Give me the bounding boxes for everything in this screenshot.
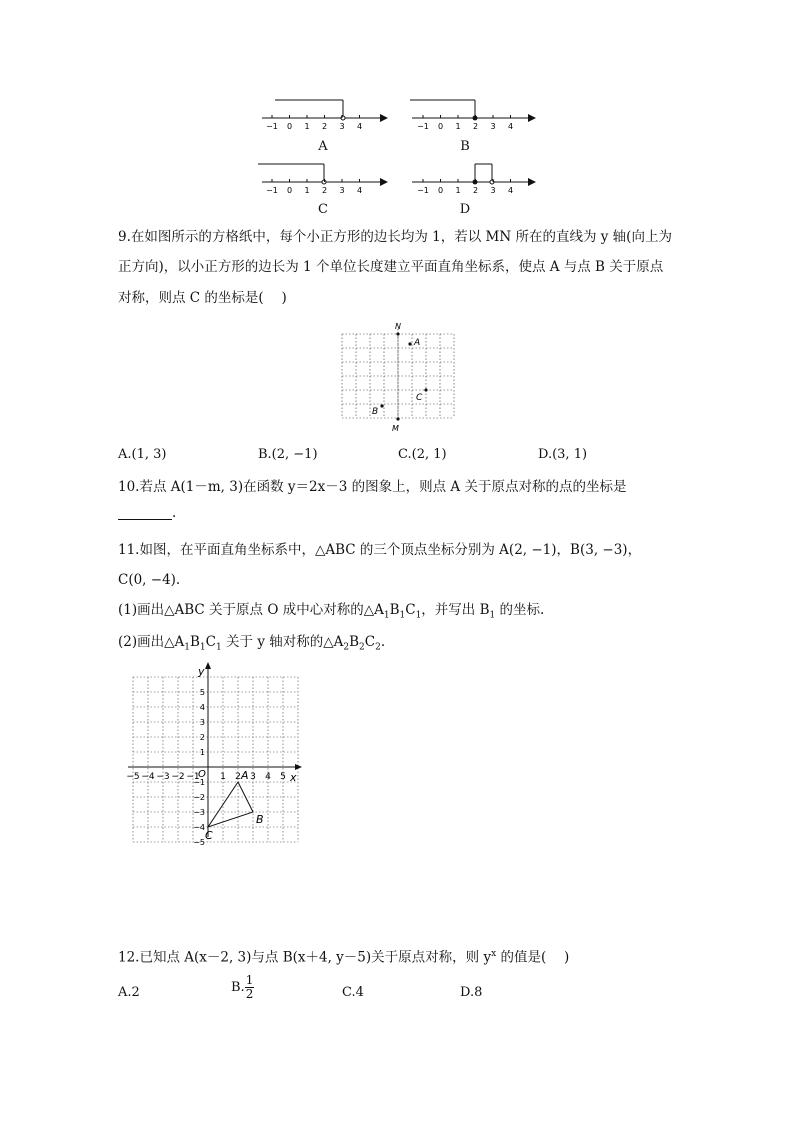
q8-tick-label: 3 bbox=[490, 122, 496, 131]
q11-dotted-grid bbox=[133, 677, 298, 842]
q11-part-1: (1)画出△ABC 关于原点 O 成中心对称的$\triangle A_1B_1C_1$，并写出 $B_1$ 的坐标. bbox=[118, 602, 545, 621]
q8-option-c-label: C bbox=[318, 202, 328, 217]
q8-tick-label: 3 bbox=[339, 186, 345, 195]
q11-y-tick-label: −1 bbox=[193, 778, 205, 787]
q11-x-tick-label: 3 bbox=[250, 772, 256, 782]
q8-tick-label: 0 bbox=[437, 122, 444, 131]
q11-y-axis-label: y bbox=[198, 665, 205, 678]
q8-tick-label: 4 bbox=[356, 186, 363, 195]
q8-tick-label: −1 bbox=[266, 122, 278, 131]
q9-line-2: 正方向)，以小正方形的边长为 1 个单位长度建立平面直角坐标系，使点 A 与点 B 关于原点 bbox=[118, 259, 664, 275]
q12-option-d: D.8 bbox=[460, 985, 483, 1000]
q11-vertex-label: C bbox=[205, 829, 213, 842]
q8-tick-label: 2 bbox=[321, 186, 328, 195]
q11-part-2-pre: (2)画出△A bbox=[118, 634, 185, 650]
q11-y-arrow bbox=[205, 662, 211, 669]
q9-grid-figure bbox=[330, 320, 470, 435]
q9-point-b bbox=[380, 404, 383, 407]
q8-tick-label: 1 bbox=[455, 186, 461, 195]
q11-y-tick-label: −3 bbox=[193, 808, 205, 817]
q9-label-a: A bbox=[414, 338, 421, 348]
q9-option-d: D.(3, 1) bbox=[538, 447, 588, 462]
q11-x-axis-label: x bbox=[290, 771, 297, 784]
q11-y-tick-label: −5 bbox=[193, 838, 205, 845]
q11-x-tick-label: −5 bbox=[126, 772, 140, 782]
q11-part-1-mid: ，并写出 B bbox=[421, 602, 490, 618]
q12-text: 12.已知点 A(x－2, 3)与点 B(x＋4, y－5)关于原点对称，则 y bbox=[118, 949, 492, 966]
q8-number-lines bbox=[0, 0, 794, 230]
q8-tick-label: 3 bbox=[339, 122, 345, 131]
q11-y-tick-label: 2 bbox=[199, 733, 205, 742]
q8-tick-label: 1 bbox=[455, 122, 461, 131]
q9-option-c: C.(2, 1) bbox=[398, 447, 447, 462]
q9-label-b: B bbox=[372, 407, 379, 417]
q11-x-tick-label: 1 bbox=[220, 772, 226, 782]
q11-coordinate-figure bbox=[120, 655, 310, 845]
q8-tick-label: 4 bbox=[356, 122, 363, 131]
q11-triangle-abc bbox=[208, 782, 253, 827]
q10-answer-blank bbox=[118, 505, 172, 520]
q11-y-tick-label: 1 bbox=[199, 748, 205, 757]
q8-tick-label: −1 bbox=[417, 186, 429, 195]
q9-point-n bbox=[396, 332, 399, 335]
q9-option-b: B.(2, −1) bbox=[258, 447, 318, 462]
q12-fraction-denominator: 2 bbox=[245, 987, 254, 1001]
q11-part-2-mid: 关于 y 轴对称的△A bbox=[221, 634, 344, 650]
q10-line-1: 10.若点 A(1－m, 3)在函数 y＝2x－3 的图象上，则点 A 关于原点对称的点的坐标是 bbox=[118, 479, 627, 495]
q9-option-a: A.(1, 3) bbox=[118, 447, 167, 462]
q8-tick-label: 2 bbox=[321, 122, 328, 131]
q11-part-1-pre: (1)画出△ABC 关于原点 O 成中心对称的△A bbox=[118, 602, 384, 618]
q8-tick-label: 0 bbox=[286, 122, 293, 131]
q8-option-b-graph bbox=[410, 100, 536, 122]
q11-part-2: (2)画出$\triangle A_1B_1C_1$ 关于 y 轴对称的$\triangle A_2B_2C_2$. bbox=[118, 634, 386, 653]
q12-text-post: 的值是( ) bbox=[496, 949, 570, 966]
q11-x-tick-label: −3 bbox=[156, 772, 170, 782]
q11-x-tick-labels bbox=[126, 772, 286, 782]
q8-option-d-label: D bbox=[459, 202, 471, 217]
q11-x-tick-label: −2 bbox=[171, 772, 185, 782]
q11-vertex-label: B bbox=[256, 813, 264, 826]
q8-option-a-graph bbox=[262, 100, 388, 122]
q8-tick-label: 0 bbox=[437, 186, 444, 195]
q8-tick-label: −1 bbox=[417, 122, 429, 131]
q9-point-a bbox=[408, 342, 411, 345]
q12-option-b bbox=[231, 974, 254, 1001]
q11-vertex-label: A bbox=[241, 769, 249, 782]
q11-part-1-post: 的坐标. bbox=[495, 602, 545, 618]
q12-option-a: A.2 bbox=[118, 985, 140, 1000]
q11-line-1: 11.如图，在平面直角坐标系中，△ABC 的三个顶点坐标分别为 A(2, −1)，B(3, −3)， bbox=[118, 542, 642, 558]
q10-line-2-end: . bbox=[172, 505, 177, 521]
q11-x-tick-label: 5 bbox=[280, 772, 286, 782]
q8-tick-label: 4 bbox=[507, 122, 514, 131]
q9-label-n: N bbox=[395, 322, 401, 331]
q8-option-a-label: A bbox=[318, 139, 328, 154]
q11-y-tick-label: 4 bbox=[199, 703, 205, 712]
q8-option-c-graph bbox=[258, 164, 388, 186]
q11-y-tick-label: 5 bbox=[199, 688, 205, 697]
q8-tick-label: 2 bbox=[472, 186, 479, 195]
q11-x-arrow bbox=[295, 764, 302, 770]
q8-tick-label: −1 bbox=[266, 186, 278, 195]
q12-fraction-numerator: 1 bbox=[245, 973, 254, 987]
q11-y-tick-label: −2 bbox=[193, 793, 205, 802]
q12-exponent: x bbox=[491, 949, 497, 959]
q8-tick-label: 1 bbox=[304, 186, 310, 195]
q8-tick-label: 3 bbox=[490, 186, 496, 195]
q9-line-1: 9.在如图所示的方格纸中，每个小正方形的边长均为 1，若以 MN 所在的直线为 y 轴(向上为 bbox=[118, 229, 672, 245]
q8-tick-label: 2 bbox=[472, 122, 479, 131]
q9-label-m: M bbox=[392, 424, 399, 433]
q12-line-1 bbox=[118, 944, 569, 968]
q12-option-b-fraction bbox=[245, 974, 255, 1001]
q9-line-3: 对称，则点 C 的坐标是( ) bbox=[118, 290, 287, 306]
q11-x-tick-label: −1 bbox=[186, 772, 200, 782]
q11-part-2-post: . bbox=[380, 634, 386, 650]
q12-option-c: C.4 bbox=[342, 985, 364, 1000]
q12-option-b-prefix: B. bbox=[231, 980, 245, 995]
q11-x-tick-label: 4 bbox=[265, 772, 271, 782]
q8-tick-label: 0 bbox=[286, 186, 293, 195]
q9-point-c bbox=[424, 388, 427, 391]
q8-tick-label: 1 bbox=[304, 122, 310, 131]
q9-point-m bbox=[396, 417, 399, 420]
q8-option-b-label: B bbox=[460, 139, 470, 154]
q8-option-d-graph bbox=[412, 164, 536, 186]
q11-y-tick-label: −4 bbox=[193, 823, 205, 832]
q8-tick-label: 4 bbox=[507, 186, 514, 195]
q11-line-2: C(0, −4). bbox=[118, 572, 181, 588]
q9-label-c: C bbox=[416, 393, 423, 403]
q11-y-tick-label: 3 bbox=[199, 718, 205, 727]
q11-origin-label: O bbox=[198, 769, 206, 780]
q11-x-tick-label: 2 bbox=[235, 772, 241, 782]
q11-x-tick-label: −4 bbox=[141, 772, 155, 782]
